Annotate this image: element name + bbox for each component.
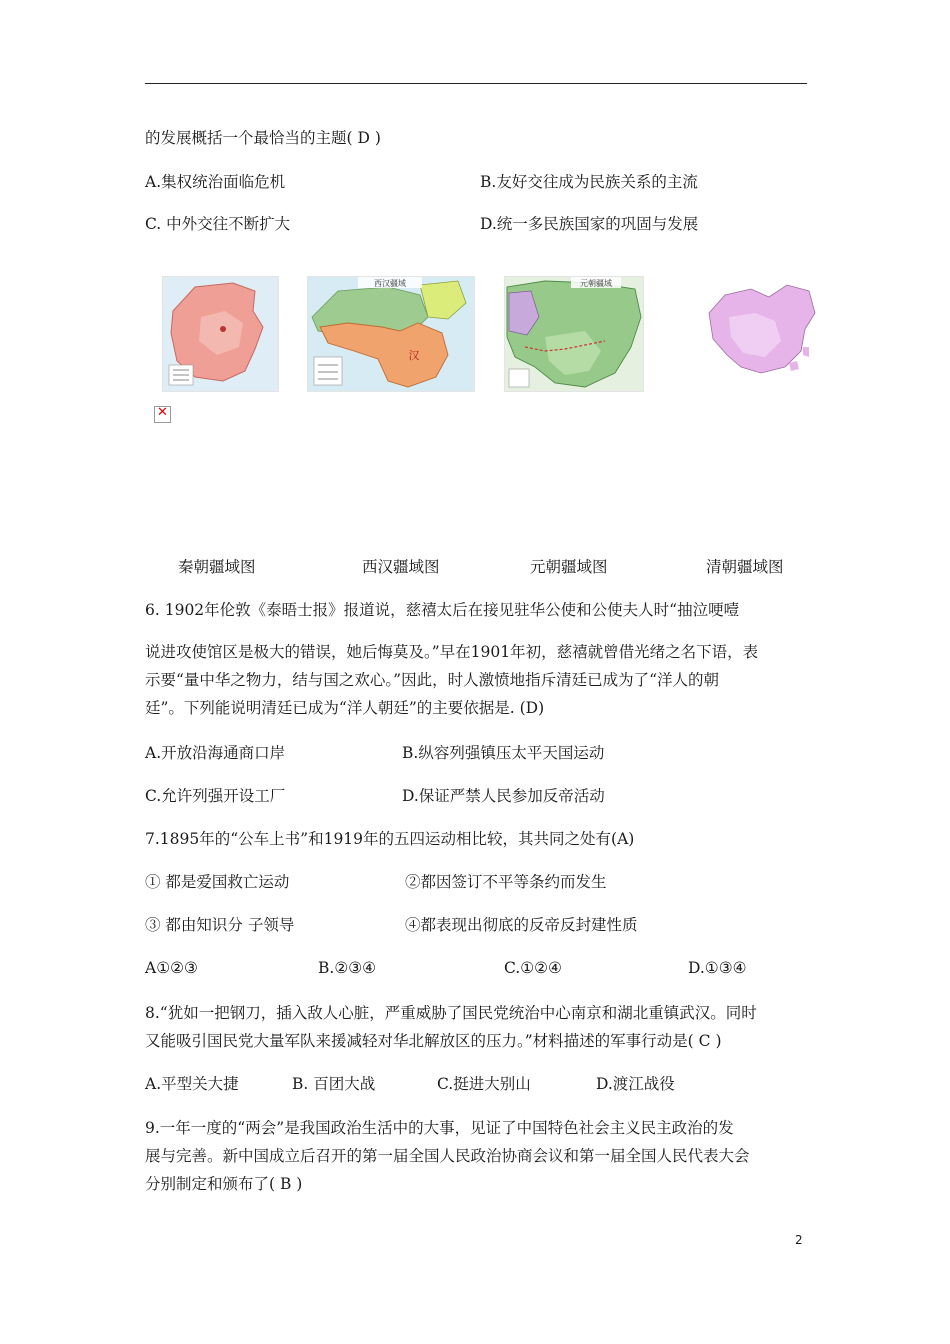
q5-option-b: B.友好交往成为民族关系的主流 (480, 173, 698, 191)
yuan-map-image (504, 276, 644, 392)
q6-line-3: 示要“量中华之物力，结与国之欢心。”因此，时人激愤地指斥清廷已成为了“洋人的朝 (145, 671, 720, 689)
western-han-map-image (307, 276, 475, 392)
western-han-map-title: 西汉疆域 (374, 279, 406, 288)
q8-line-2: 又能吸引国民党大量军队来援减轻对华北解放区的压力。”材料描述的军事行动是( C ) (145, 1032, 722, 1050)
q6-option-c: C.允许列强开设工厂 (145, 787, 286, 805)
q5-option-d: D.统一多民族国家的巩固与发展 (480, 215, 699, 233)
qin-map-image (162, 276, 279, 392)
q8-option-a: A.平型关大捷 (145, 1075, 239, 1093)
q7-item-2: ②都因签订不平等条约而发生 (405, 873, 607, 891)
q9-line-2: 展与完善。新中国成立后召开的第一届全国人民政治协商会议和第一届全国人民代表大会 (145, 1147, 750, 1165)
western-han-map-label: 汉 (408, 349, 420, 362)
q7-option-c: C.①②④ (504, 959, 562, 977)
q7-stem: 7.1895年的“公车上书”和1919年的五四运动相比较，其共同之处有(A) (145, 830, 635, 848)
q8-option-b: B. 百团大战 (292, 1075, 376, 1093)
q7-item-1: ① 都是爱国救亡运动 (145, 873, 290, 891)
q6-option-d: D.保证严禁人民参加反帝活动 (402, 787, 605, 805)
qing-map-image (704, 276, 818, 392)
qing-map-caption: 清朝疆域图 (706, 558, 784, 576)
q6-line-1: 6. 1902年伦敦《泰晤士报》报道说，慈禧太后在接见驻华公使和公使夫人时“抽泣哽噎 (145, 601, 740, 619)
q6-line-2: 说进攻使馆区是极大的错误，她后悔莫及。”早在1901年初，慈禧就曾借光绪之名下语，表 (145, 643, 759, 661)
q6-option-b: B.纵容列强镇压太平天国运动 (402, 744, 605, 762)
q6-option-a: A.开放沿海通商口岸 (145, 744, 286, 762)
q7-option-d: D.①③④ (688, 959, 747, 977)
yuan-map-caption: 元朝疆域图 (530, 558, 608, 576)
q8-option-d: D.渡江战役 (596, 1075, 675, 1093)
page-number: 2 (795, 1233, 803, 1247)
q8-option-c: C.挺进大别山 (437, 1075, 531, 1093)
header-rule (145, 83, 807, 84)
broken-image-icon: ✕ (154, 406, 171, 423)
q7-item-4: ④都表现出彻底的反帝反封建性质 (405, 916, 638, 934)
q5-stem: 的发展概括一个最恰当的主题( D ) (145, 129, 381, 147)
q5-option-a: A.集权统治面临危机 (145, 173, 286, 191)
q7-option-a: A①②③ (145, 959, 198, 977)
q9-line-1: 9.一年一度的“两会”是我国政治生活中的大事，见证了中国特色社会主义民主政治的发 (145, 1119, 734, 1137)
q6-line-4: 廷”。下列能说明清廷已成为“洋人朝廷”的主要依据是. (D) (145, 699, 545, 717)
q7-item-3: ③ 都由知识分 子领导 (145, 916, 295, 934)
q5-option-c: C. 中外交往不断扩大 (145, 215, 291, 233)
q9-line-3: 分别制定和颁布了( B ) (145, 1175, 303, 1193)
yuan-map-title: 元朝疆域 (580, 279, 612, 288)
western-han-map-caption: 西汉疆域图 (362, 558, 440, 576)
q8-line-1: 8.“犹如一把钢刀，插入敌人心脏，严重威胁了国民党统治中心南京和湖北重镇武汉。同时 (145, 1004, 757, 1022)
q7-option-b: B.②③④ (318, 959, 377, 977)
qin-map-caption: 秦朝疆域图 (178, 558, 256, 576)
